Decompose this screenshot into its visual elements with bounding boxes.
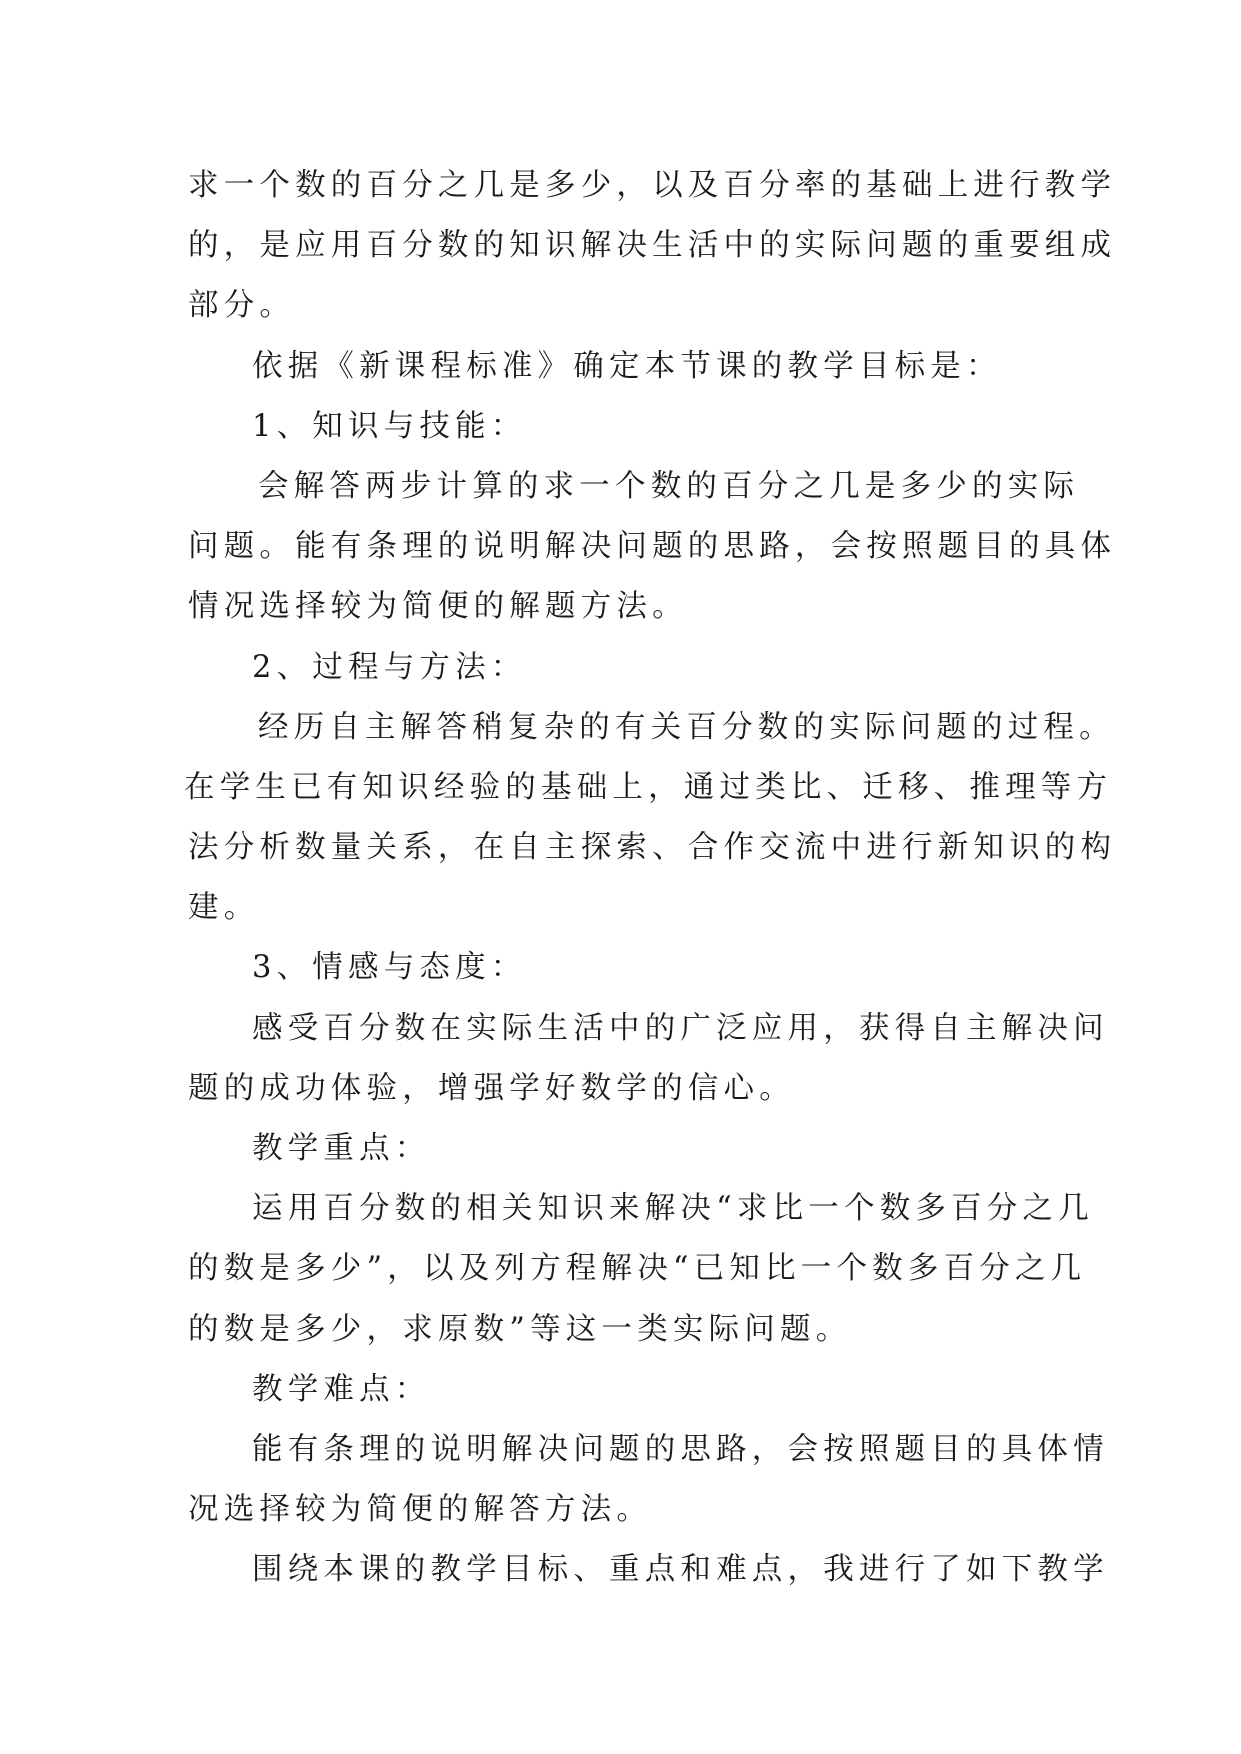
text-line: 围绕本课的教学目标、重点和难点，我进行了如下教学	[252, 1552, 1109, 1588]
text-line: 求一个数的百分之几是多少，以及百分率的基础上进行教学	[188, 168, 1117, 203]
text-line: 建。	[188, 890, 260, 926]
document-body	[184, 156, 1117, 1601]
text-line: 的，是应用百分数的知识解决生活中的实际问题的重要组成	[188, 228, 1117, 264]
text-line: 问题。能有条理的说明解决问题的思路，会按照题目的具体	[188, 529, 1117, 565]
text-line: 况选择较为简便的解答方法。	[188, 1492, 653, 1528]
text-line: 会解答两步计算的求一个数的百分之几是多少的实际	[258, 468, 1080, 504]
text-line: 部分。	[188, 288, 296, 324]
section-heading-emotion: 3、情感与态度：	[252, 950, 527, 986]
section-heading-difficulties: 教学难点：	[252, 1371, 431, 1407]
text-line: 题的成功体验，增强学好数学的信心。	[188, 1070, 795, 1106]
text-line: 法分析数量关系，在自主探索、合作交流中进行新知识的构	[188, 830, 1117, 866]
section-heading-key-points: 教学重点：	[252, 1131, 431, 1166]
text-line: 的数是多少”，以及列方程解决“已知比一个数多百分之几	[188, 1251, 1087, 1287]
section-heading-process: 2、过程与方法：	[252, 649, 527, 685]
text-line: 经历自主解答稍复杂的有关百分数的实际问题的过程。	[258, 709, 1115, 745]
text-line: 的数是多少，求原数”等这一类实际问题。	[188, 1311, 852, 1347]
text-line: 运用百分数的相关知识来解决“求比一个数多百分之几	[252, 1191, 1094, 1227]
text-line: 在学生已有知识经验的基础上，通过类比、迁移、推理等方	[184, 769, 1113, 805]
text-line: 感受百分数在实际生活中的广泛应用，获得自主解决问	[252, 1010, 1109, 1046]
text-line: 依据《新课程标准》确定本节课的教学目标是：	[252, 348, 1002, 384]
text-line: 能有条理的说明解决问题的思路，会按照题目的具体情	[252, 1431, 1109, 1467]
text-line: 情况选择较为简便的解题方法。	[188, 589, 688, 625]
section-heading-knowledge: 1、知识与技能：	[252, 408, 527, 444]
